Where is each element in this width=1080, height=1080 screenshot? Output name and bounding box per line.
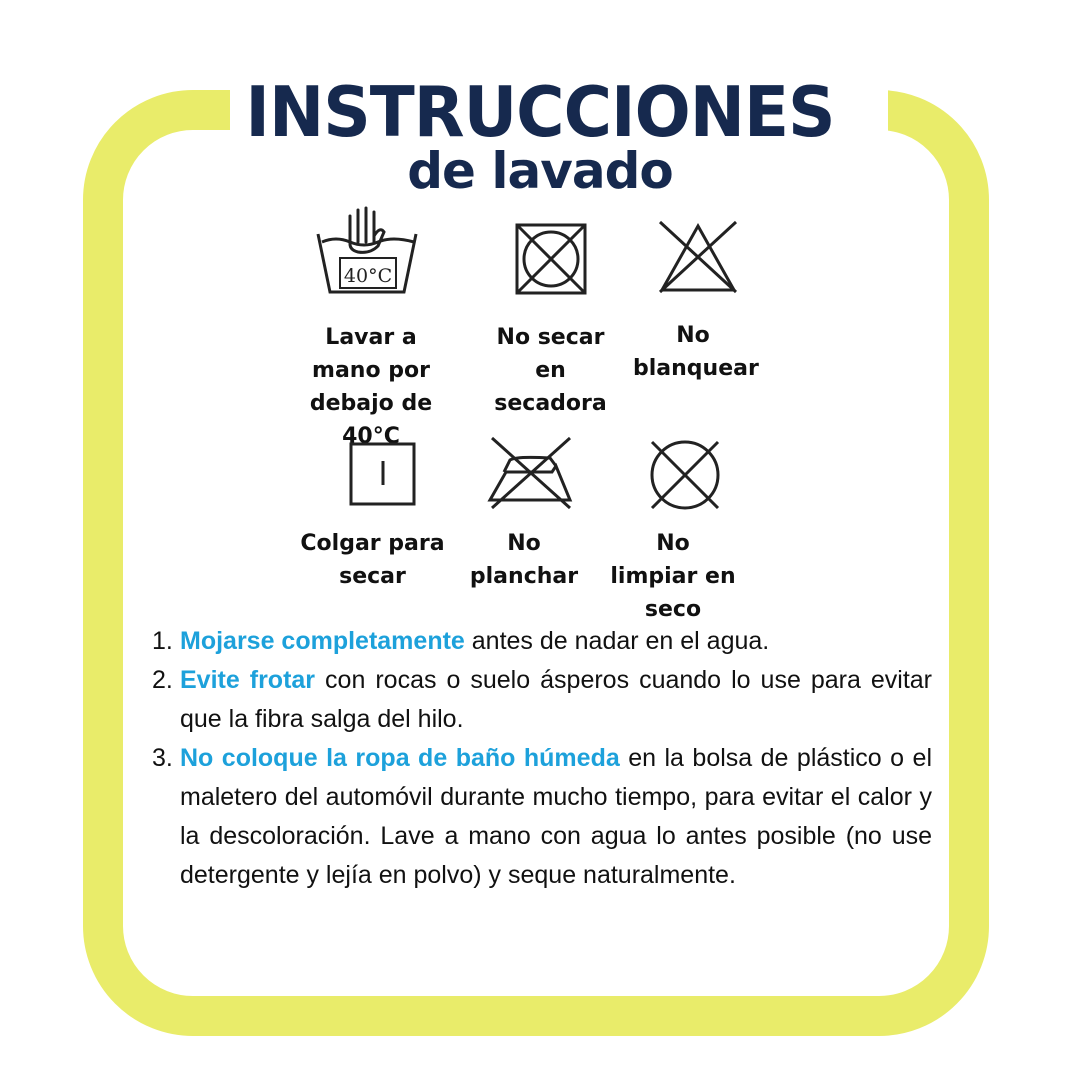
line-dry-icon <box>348 441 418 507</box>
no-tumble-dry-label: No secar en secadora <box>494 325 607 416</box>
item-highlight: Evite frotar <box>180 666 316 694</box>
hand-wash-label: Lavar a mano por debajo de 40°C <box>309 325 433 449</box>
item-text: antes de nadar en el agua. <box>464 627 770 655</box>
item-text: con rocas o suelo ásperos cuando lo use para evitar que la fibra salga del hilo. <box>180 666 933 733</box>
no-dry-clean-icon <box>644 436 726 514</box>
page-subtitle: de lavado <box>407 142 673 200</box>
item-highlight: Mojarse completamente <box>180 627 465 655</box>
temperature-text: 40°C <box>343 265 393 287</box>
no-bleach-label: No blanquear <box>633 323 759 381</box>
item-number: 1. <box>152 627 173 655</box>
hand-wash-icon <box>314 206 422 298</box>
no-tumble-dry-icon <box>512 220 590 298</box>
item-number: 2. <box>152 666 173 694</box>
no-dry-clean-label: No limpiar en seco <box>610 531 736 622</box>
no-bleach-icon <box>656 218 740 296</box>
line-dry-label: Colgar para secar <box>300 531 445 589</box>
page-title: INSTRUCCIONES <box>245 72 835 153</box>
item-highlight: No coloque la ropa de baño húmeda <box>180 744 620 772</box>
list-item <box>150 739 932 895</box>
list-item <box>150 661 932 739</box>
no-iron-icon <box>486 434 576 512</box>
item-text: en la bolsa de plástico o el maletero del automóvil durante mucho tiempo, para evitar el calor y la descoloración. Lave a mano con agua lo antes posible (no use detergente y lejía en polvo) y seque naturalmente. <box>180 744 932 889</box>
instructions-list <box>150 622 932 895</box>
item-number: 3. <box>152 744 173 772</box>
list-item <box>150 622 932 661</box>
no-iron-label: No planchar <box>469 531 579 589</box>
